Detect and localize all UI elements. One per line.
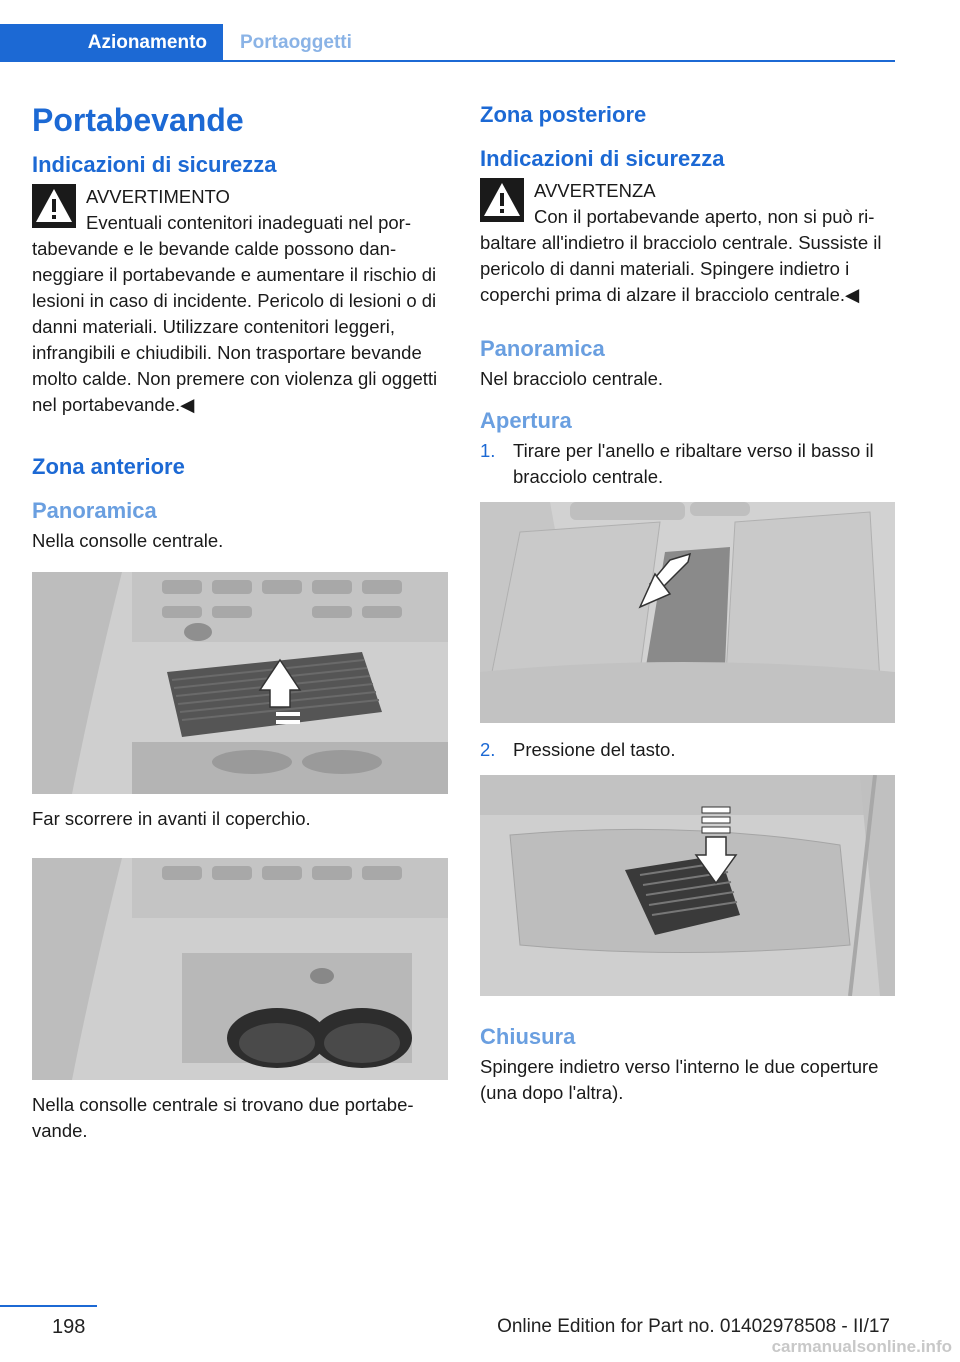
step-number: 2. (480, 739, 496, 760)
overview-text-right: Nel bracciolo centrale. (480, 368, 664, 389)
step-1 (480, 438, 896, 490)
page-number-rule (0, 1305, 97, 1307)
figure-armrest-button (480, 775, 895, 996)
warning-title-left: AVVERTIMENTO (86, 186, 230, 207)
warning-triangle-icon (32, 184, 76, 228)
step-text: Tirare per l'anello e ribaltare verso il basso il bracciolo centrale. (513, 440, 874, 487)
page-number: 198 (52, 1316, 86, 1338)
warning-triangle-icon (480, 178, 524, 222)
right-column (480, 100, 896, 1106)
closing-text: Spingere indietro verso l'interno le due coperture (una dopo l'altra). (480, 1056, 879, 1103)
figure-console-cover (32, 572, 448, 794)
warning-text-left: Eventuali contenitori inadeguati nel portabevande e le bevande calde possono danneggiare il portabevande e aumentare il rischio di lesioni in caso di incidente. Pericolo di lesioni o di danni materiali. Utilizzare contenitori leggeri, infrangibili e chiudibili. Non trasportare bevande molto calde. Non premere con violenza gli oggetti nel portabevande.◀ (32, 212, 438, 415)
rear-heading: Zona posteriore (480, 102, 647, 127)
safety-heading-right: Indicazioni di sicurezza (480, 146, 725, 171)
caption-cover: Far scorrere in avanti il coperchio. (32, 808, 311, 829)
warning-block-right (480, 178, 896, 308)
left-column (32, 100, 448, 1144)
closing-heading: Chiusura (480, 1024, 576, 1049)
warning-text-right: Con il portabevande aperto, non si può ribaltare all'indietro il bracciolo centrale. Sussiste il pericolo di danni materiali. Spingere indietro i coperchi prima di alzare il bracciolo centrale.◀ (480, 206, 882, 305)
step-text: Pressione del tasto. (513, 739, 676, 760)
overview-heading-right: Panoramica (480, 336, 605, 361)
tab-portaoggetti[interactable]: Portaoggetti (240, 32, 352, 53)
figure-cupholders-front (32, 858, 448, 1080)
overview-heading-left: Panoramica (32, 498, 157, 523)
tab-azionamento[interactable]: Azionamento (0, 24, 223, 62)
edition-info: Online Edition for Part no. 01402978508 - II/17 (497, 1316, 890, 1337)
step-2 (480, 737, 896, 763)
safety-heading-left: Indicazioni di sicurezza (32, 152, 277, 177)
figure-rear-armrest (480, 502, 895, 723)
header-rule (0, 60, 895, 62)
front-heading: Zona anteriore (32, 454, 185, 479)
caption-cupholders: Nella consolle centrale si trovano due portabevande. (32, 1094, 414, 1141)
page-header (0, 0, 960, 62)
warning-block-left (32, 184, 448, 418)
watermark: carmanualsonline.info (771, 1337, 952, 1356)
opening-heading: Apertura (480, 408, 572, 433)
step-number: 1. (480, 440, 496, 461)
overview-text-left: Nella consolle centrale. (32, 530, 224, 551)
page-title: Portabevande (32, 102, 244, 138)
warning-title-right: AVVERTENZA (534, 180, 656, 201)
